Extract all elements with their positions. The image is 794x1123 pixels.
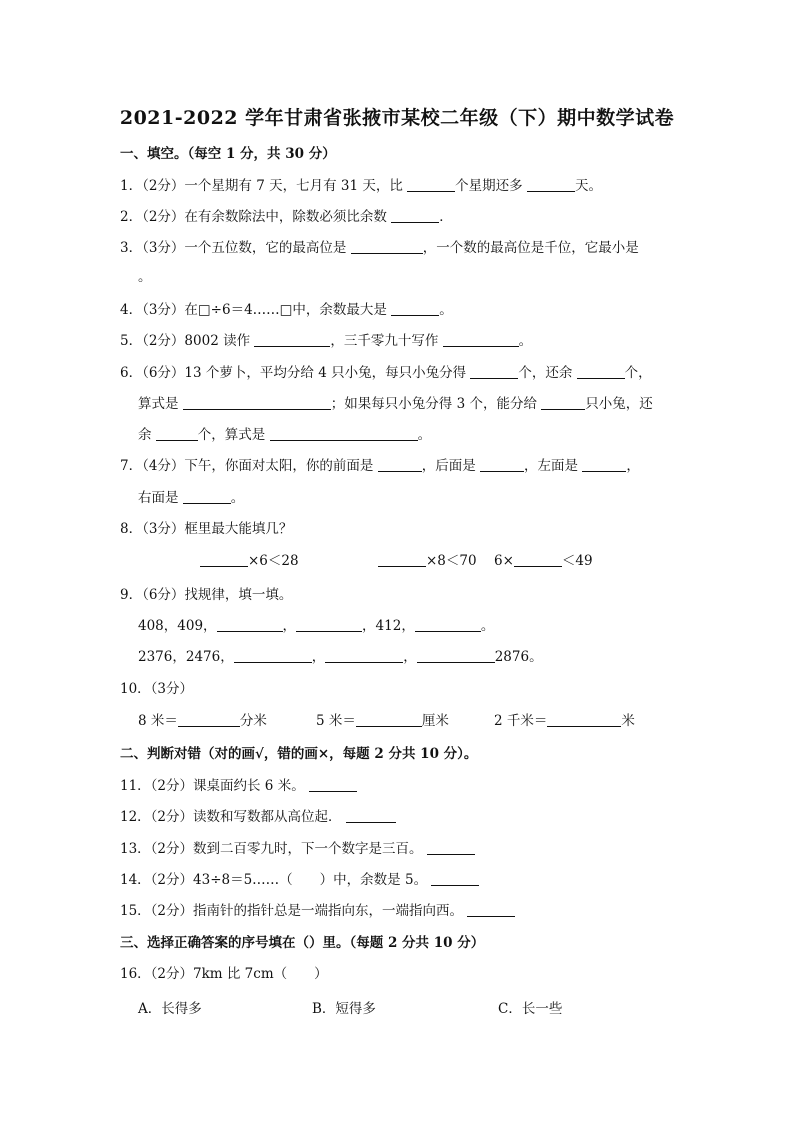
question-11: [120, 777, 357, 795]
q5-text-c: 。: [518, 333, 533, 349]
q9-text-b: 408，409，: [138, 618, 217, 634]
answer-blank[interactable]: [431, 872, 479, 886]
q6-text-g: 余: [138, 427, 152, 443]
q14-text: 14．（2分）43÷8＝5……（ ）中，余数是 5。: [120, 872, 428, 888]
answer-blank[interactable]: [351, 240, 423, 254]
answer-blank[interactable]: [156, 427, 198, 441]
q1-text-b: 个星期还多: [455, 178, 523, 194]
question-8: [120, 520, 292, 538]
question-3: [120, 239, 639, 257]
q6-text-f: 只小兔，还: [585, 396, 653, 412]
q16-text: 16．（2分）7km 比 7cm（ ）: [120, 966, 328, 982]
q1-text-c: 天。: [574, 178, 602, 194]
answer-blank[interactable]: [391, 209, 439, 223]
q8-text-d: 6×: [494, 553, 514, 569]
q8-text-c: ×8＜70: [426, 553, 477, 569]
question-2: [120, 208, 453, 226]
answer-blank[interactable]: [582, 458, 626, 472]
question-3-cont: [138, 268, 152, 286]
option-b[interactable]: B．短得多: [312, 1001, 376, 1017]
q10-text-f: 2 千米＝: [494, 713, 548, 729]
question-14: [120, 871, 479, 889]
answer-blank[interactable]: [415, 618, 481, 632]
q9-text-a: 9．（6分）找规律，填一填。: [120, 587, 293, 603]
exam-title: 2021-2022 学年甘肃省张掖市某校二年级（下）期中数学试卷: [119, 107, 675, 129]
question-8-item-1: [200, 552, 299, 570]
question-10-item-1: [138, 712, 267, 730]
question-5: [120, 332, 532, 350]
q12-text: 12．（2分）读数和写数都从高位起．: [120, 809, 342, 825]
section-3-heading: 三、选择正确答案的序号填在（）里。（每题 2 分共 10 分）: [120, 935, 485, 951]
answer-blank[interactable]: [577, 365, 625, 379]
q9-text-i: 2876。: [494, 649, 543, 665]
q3-text-b: ，一个数的最高位是千位，它最小是: [422, 240, 639, 256]
answer-blank[interactable]: [467, 903, 515, 917]
answer-blank[interactable]: [527, 178, 575, 192]
question-7: [120, 457, 640, 475]
answer-blank[interactable]: [407, 178, 455, 192]
question-9-row-2: [138, 648, 543, 666]
q10-text-b: 8 米＝: [138, 713, 178, 729]
answer-blank[interactable]: [254, 333, 330, 347]
answer-blank[interactable]: [296, 618, 362, 632]
q9-text-e: 。: [480, 618, 495, 634]
question-6-line-2: [138, 395, 653, 413]
question-9: [120, 586, 292, 604]
answer-blank[interactable]: [480, 458, 524, 472]
q10-text-c: 分米: [239, 713, 267, 729]
q7-text-d: ，: [626, 458, 640, 474]
q10-text-d: 5 米＝: [316, 713, 356, 729]
answer-blank[interactable]: [417, 649, 495, 663]
answer-blank[interactable]: [270, 427, 418, 441]
q9-text-g: ，: [311, 649, 326, 665]
answer-blank[interactable]: [378, 458, 422, 472]
q11-text: 11．（2分）课桌面约长 6 米。: [120, 778, 305, 794]
q9-text-f: 2376，2476，: [138, 649, 234, 665]
q5-text-a: 5．（2分）8002 读作: [120, 333, 251, 349]
q6-text-e: ；如果每只小兔分得 3 个，能分给: [330, 396, 537, 412]
question-6: [120, 364, 652, 382]
question-1: [120, 177, 602, 195]
q8-text-b: ×6＜28: [248, 553, 299, 569]
q13-text: 13．（2分）数到二百零九时，下一个数字是三百。: [120, 841, 423, 857]
answer-blank[interactable]: [325, 649, 403, 663]
question-16: [120, 965, 328, 983]
q3-text-a: 3．（3分）一个五位数，它的最高位是: [120, 240, 347, 256]
answer-blank[interactable]: [178, 713, 240, 727]
q7-text-a: 7．（4分）下午，你面对太阳，你的前面是: [120, 458, 374, 474]
q7-text-f: 。: [230, 490, 245, 506]
q6-text-h: 个，算式是: [197, 427, 266, 443]
answer-blank[interactable]: [547, 713, 621, 727]
q6-text-c: 个，: [624, 365, 652, 381]
q8-text-e: ＜49: [561, 553, 593, 569]
question-10-item-2: [316, 712, 449, 730]
answer-blank[interactable]: [391, 302, 439, 316]
answer-blank[interactable]: [470, 365, 518, 379]
question-8-item-3: [494, 552, 593, 570]
answer-blank[interactable]: [427, 841, 475, 855]
q8-text-a: 8．（3分）框里最大能填几？: [120, 521, 293, 537]
answer-blank[interactable]: [443, 333, 519, 347]
question-12: [120, 808, 396, 826]
q4-text-b: 。: [439, 302, 453, 318]
question-13: [120, 840, 475, 858]
section-2-heading: 二、判断对错（对的画√，错的画×，每题 2 分共 10 分）。: [120, 746, 478, 762]
q2-text-b: ．: [439, 209, 453, 225]
answer-blank[interactable]: [183, 490, 231, 504]
question-10: [120, 680, 193, 698]
section-1-heading: 一、填空。（每空 1 分，共 30 分）: [120, 146, 336, 162]
answer-blank[interactable]: [309, 778, 357, 792]
answer-blank[interactable]: [356, 713, 422, 727]
question-6-line-3: [138, 426, 431, 444]
option-c[interactable]: C．长一些: [498, 1001, 563, 1017]
q7-text-e: 右面是: [138, 490, 179, 506]
q9-text-d: ，412，: [362, 618, 415, 634]
answer-blank[interactable]: [183, 396, 331, 410]
question-7-line-2: [138, 489, 244, 507]
q4-text-a: 4．（3分）在□÷6＝4……□中，余数最大是: [120, 302, 387, 318]
q9-text-h: ，: [403, 649, 417, 665]
answer-blank[interactable]: [378, 553, 426, 567]
q6-text-d: 算式是: [138, 396, 179, 412]
q10-text-a: 10．（3分）: [120, 681, 194, 697]
answer-blank[interactable]: [217, 618, 283, 632]
q7-text-b: ，后面是: [421, 458, 476, 474]
question-8-item-2: [378, 552, 477, 570]
q3-text-c: 。: [138, 269, 152, 285]
q6-text-i: 。: [417, 427, 432, 443]
q6-text-a: 6．（6分）13 个萝卜，平均分给 4 只小兔，每只小兔分得: [120, 365, 467, 381]
question-15: [120, 902, 515, 920]
option-a[interactable]: A．长得多: [138, 1001, 202, 1017]
q10-text-g: 米: [621, 713, 635, 729]
q2-text-a: 2．（2分）在有余数除法中，除数必须比余数: [120, 209, 387, 225]
answer-blank[interactable]: [234, 649, 312, 663]
q9-text-c: ，: [282, 618, 297, 634]
q15-text: 15．（2分）指南针的指针总是一端指向东，一端指向西。: [120, 903, 464, 919]
answer-blank[interactable]: [514, 553, 562, 567]
q5-text-b: ，三千零九十写作: [330, 333, 439, 349]
answer-blank[interactable]: [346, 809, 396, 823]
q1-text-a: 1．（2分）一个星期有 7 天，七月有 31 天，比: [120, 178, 403, 194]
question-9-row-1: [138, 617, 494, 635]
question-10-item-3: [494, 712, 635, 730]
q10-text-e: 厘米: [421, 713, 449, 729]
question-4: [120, 301, 453, 319]
answer-blank[interactable]: [541, 396, 585, 410]
q6-text-b: 个，还余: [518, 365, 573, 381]
answer-blank[interactable]: [200, 553, 248, 567]
q7-text-c: ，左面是: [524, 458, 579, 474]
